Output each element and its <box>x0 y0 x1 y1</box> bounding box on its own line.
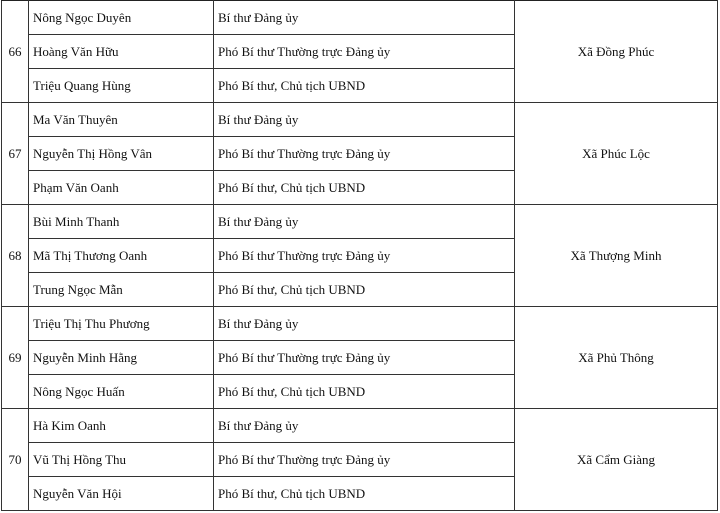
member-name: Hoàng Văn Hữu <box>29 35 214 69</box>
member-name: Vũ Thị Hồng Thu <box>29 443 214 477</box>
table-row <box>2 409 718 443</box>
group-number: 70 <box>2 409 29 511</box>
table-row <box>2 1 718 35</box>
member-name: Nông Ngọc Duyên <box>29 1 214 35</box>
member-name: Nguyễn Thị Hồng Vân <box>29 137 214 171</box>
member-position: Bí thư Đảng ủy <box>214 409 515 443</box>
member-name: Mã Thị Thương Oanh <box>29 239 214 273</box>
member-name: Phạm Văn Oanh <box>29 171 214 205</box>
personnel-table <box>1 0 718 511</box>
member-position: Bí thư Đảng ủy <box>214 1 515 35</box>
member-position: Bí thư Đảng ủy <box>214 307 515 341</box>
group-number: 68 <box>2 205 29 307</box>
member-name: Triệu Quang Hùng <box>29 69 214 103</box>
table-row <box>2 307 718 341</box>
member-position: Phó Bí thư, Chủ tịch UBND <box>214 477 515 511</box>
member-name: Trung Ngọc Mẫn <box>29 273 214 307</box>
member-position: Phó Bí thư Thường trực Đảng ủy <box>214 239 515 273</box>
member-position: Phó Bí thư Thường trực Đảng ủy <box>214 35 515 69</box>
member-name: Hà Kim Oanh <box>29 409 214 443</box>
member-position: Bí thư Đảng ủy <box>214 205 515 239</box>
member-position: Phó Bí thư, Chủ tịch UBND <box>214 171 515 205</box>
member-name: Bùi Minh Thanh <box>29 205 214 239</box>
member-name: Nông Ngọc Huấn <box>29 375 214 409</box>
table-row <box>2 205 718 239</box>
member-position: Phó Bí thư, Chủ tịch UBND <box>214 375 515 409</box>
unit-name: Xã Đồng Phúc <box>515 1 718 103</box>
personnel-table-body <box>2 1 718 511</box>
unit-name: Xã Thượng Minh <box>515 205 718 307</box>
unit-name: Xã Cẩm Giàng <box>515 409 718 511</box>
member-name: Triệu Thị Thu Phương <box>29 307 214 341</box>
group-number: 69 <box>2 307 29 409</box>
group-number: 67 <box>2 103 29 205</box>
member-position: Phó Bí thư, Chủ tịch UBND <box>214 273 515 307</box>
member-position: Phó Bí thư Thường trực Đảng ủy <box>214 443 515 477</box>
unit-name: Xã Phủ Thông <box>515 307 718 409</box>
member-name: Nguyễn Văn Hội <box>29 477 214 511</box>
member-position: Bí thư Đảng ủy <box>214 103 515 137</box>
unit-name: Xã Phúc Lộc <box>515 103 718 205</box>
table-row <box>2 103 718 137</box>
member-name: Nguyễn Minh Hằng <box>29 341 214 375</box>
member-position: Phó Bí thư Thường trực Đảng ủy <box>214 137 515 171</box>
member-name: Ma Văn Thuyên <box>29 103 214 137</box>
group-number: 66 <box>2 1 29 103</box>
member-position: Phó Bí thư Thường trực Đảng ủy <box>214 341 515 375</box>
member-position: Phó Bí thư, Chủ tịch UBND <box>214 69 515 103</box>
